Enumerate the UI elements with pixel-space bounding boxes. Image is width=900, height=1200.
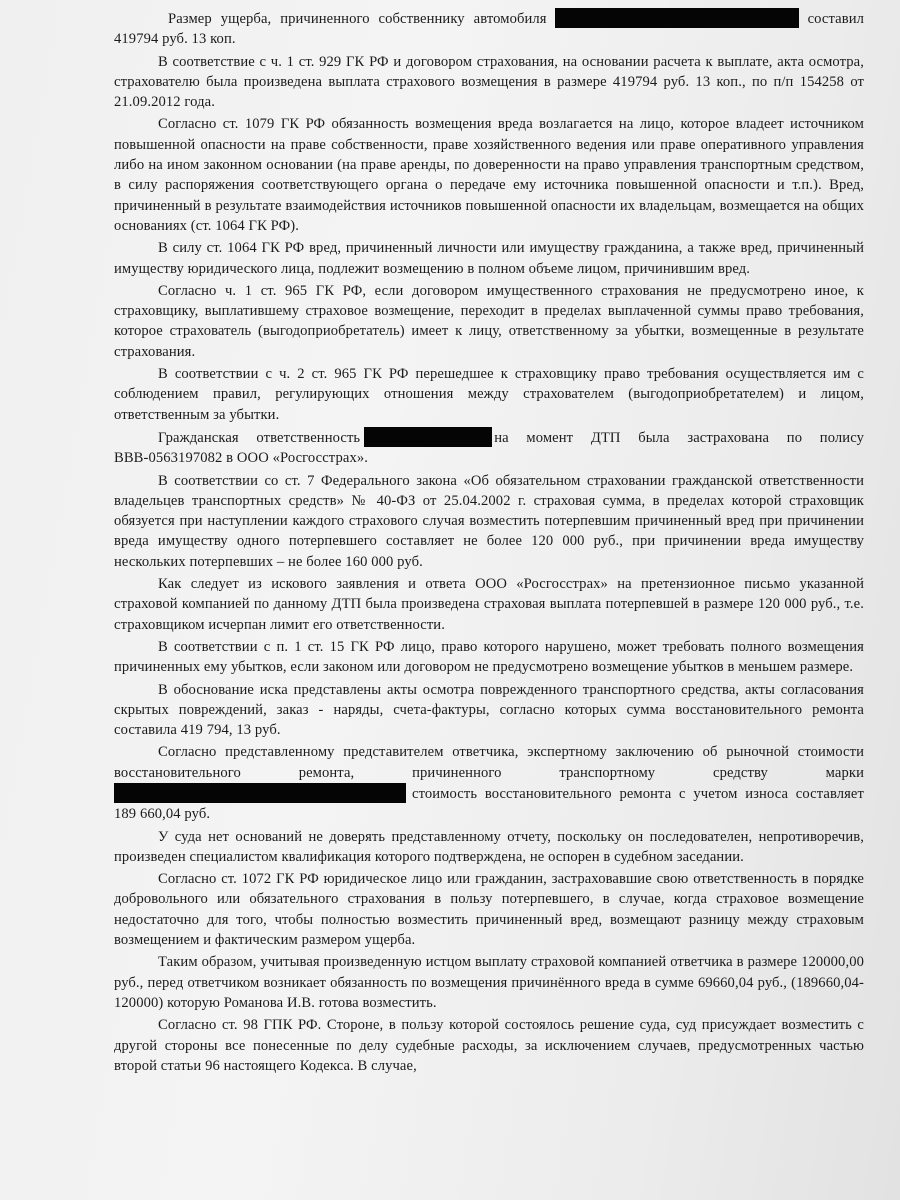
- paragraph-expert-opinion: [114, 742, 864, 824]
- paragraph-text: стоимость восстановительного ремонта с учетом износа составляет 189 660,04 руб.: [114, 785, 864, 823]
- paragraph-text: Гражданская ответственность: [158, 429, 361, 446]
- paragraph-text: Согласно представленному представителем ответчика, экспертному заключению об рыночной стоимости восстановительного ремонта, причиненного транспортному средству марки: [114, 744, 864, 781]
- paragraph-damage-amount: [114, 8, 864, 50]
- paragraph-claim-response: Как следует из искового заявления и ответа ООО «Росгосстрах» на претензионное письмо указанной страховой компанией по данному ДТП была произведена страховая выплата потерпевшей в размере 120 000 руб., т.е. страховщиком исчерпан лимит его ответственности.: [114, 576, 864, 633]
- paragraph-article-1072: Согласно ст. 1072 ГК РФ юридическое лицо или гражданин, застраховавшие свою ответственность в порядке добровольного или обязательного страхования в пользу потерпевшего, в случае, когда страховое возмещение недостаточно для того, чтобы полностью возместить причиненный вред, возмещают разницу между страховым возмещением и фактическим размером ущерба.: [114, 871, 864, 949]
- redaction-bar: [555, 8, 799, 28]
- paragraph-civil-liability: [114, 427, 864, 469]
- paragraph-article-98: Согласно ст. 98 ГПК РФ. Стороне, в пользу которой состоялось решение суда, суд присуждает возместить с другой стороны все понесенные по делу судебные расходы, за исключением случаев, предусмотренных частью второй статьи 96 настоящего Кодекса. В случае,: [114, 1017, 864, 1074]
- redaction-bar: [114, 783, 406, 803]
- redaction-bar: [364, 427, 492, 447]
- paragraph-insurance-payment: В соответствие с ч. 1 ст. 929 ГК РФ и договором страхования, на основании расчета к выплате, акта осмотра, страхователю была произведена выплата страхового возмещения в размере 419794 руб. 13 коп., по п/п 154258 от 21.09.2012 года.: [114, 53, 864, 111]
- paragraph-conclusion: Таким образом, учитывая произведенную истцом выплату страховой компанией ответчика в размере 120000,00 руб., перед ответчиком возникает обязанность по возмещения причинённого вреда в сумме 69660,04 руб., (189660,04-120000) которую Романова И.В. готова возместить.: [114, 954, 864, 1011]
- document-body: [114, 8, 864, 1076]
- paragraph-text: Размер ущерба, причиненного собственнику автомобиля: [168, 11, 547, 27]
- paragraph-federal-law-40: В соответствии со ст. 7 Федерального закона «Об обязательном страховании гражданской ответственности владельцев транспортных средств» № 40-ФЗ от 25.04.2002 г. страховая сумма, в пределах которой страховщик обязуется при наступлении каждого страхового случая возместить потерпевшим причиненный вред при причинении вреда имуществу одного потерпевшего составляет не более 120 000 руб., при причинении вреда имуществу нескольких потерпевших – не более 160 000 руб.: [114, 472, 864, 570]
- paragraph-article-965-part1: Согласно ч. 1 ст. 965 ГК РФ, если договором имущественного страхования не предусмотрено иное, к страховщику, выплатившему страховое возмещение, переходит в пределах выплаченной суммы право требования, которое страхователь (выгодоприобретатель) имеет к лицу, ответственному за убытки, возмещенные в результате страхования.: [114, 282, 864, 360]
- paragraph-article-15: В соответствии с п. 1 ст. 15 ГК РФ лицо, право которого нарушено, может требовать полного возмещения причиненных ему убытков, если законом или договором не предусмотрено возмещение убытков в меньшем размере.: [114, 638, 864, 676]
- paragraph-text: на момент ДТП была застрахована по полису ВВВ-0563197082 в ООО «Росгосстрах».: [114, 429, 864, 467]
- paragraph-inspection-acts: В обоснование иска представлены акты осмотра поврежденного транспортного средства, акты согласования скрытых повреждений, заказ - наряды, счета-фактуры, согласно которых сумма восстановительного ремонта составила 419 794, 13 руб.: [114, 681, 864, 739]
- paragraph-text: составил 419794 руб. 13 коп.: [114, 11, 864, 48]
- paragraph-article-1079: Согласно ст. 1079 ГК РФ обязанность возмещения вреда возлагается на лицо, которое владеет источником повышенной опасности на праве собственности, праве хозяйственного ведения или праве оперативного управления либо на ином законном основании (на праве аренды, по доверенности на право управления транспортным средством, в силу распоряжения соответствующего органа о передаче ему источника повышенной опасности и т.п.). Вред, причиненный в результате взаимодействия источников повышенной опасности их владельцам, возмещается на общих основаниях (ст. 1064 ГК РФ).: [114, 116, 864, 234]
- paragraph-court-trust: У суда нет оснований не доверять представленному отчету, поскольку он последователен, непротиворечив, произведен специалистом квалификация которого подтверждена, не оспорен в судебном заседании.: [114, 828, 864, 865]
- paragraph-article-1064: В силу ст. 1064 ГК РФ вред, причиненный личности или имуществу гражданина, а также вред, причиненный имуществу юридического лица, подлежит возмещению в полном объеме лицом, причинившим вред.: [114, 240, 864, 277]
- paragraph-article-965-part2: В соответствии с ч. 2 ст. 965 ГК РФ перешедшее к страховщику право требования осуществляется им с соблюдением правил, регулирующих отношения между страхователем (выгодоприобретателем) и лицом, ответственным за убытки.: [114, 366, 864, 423]
